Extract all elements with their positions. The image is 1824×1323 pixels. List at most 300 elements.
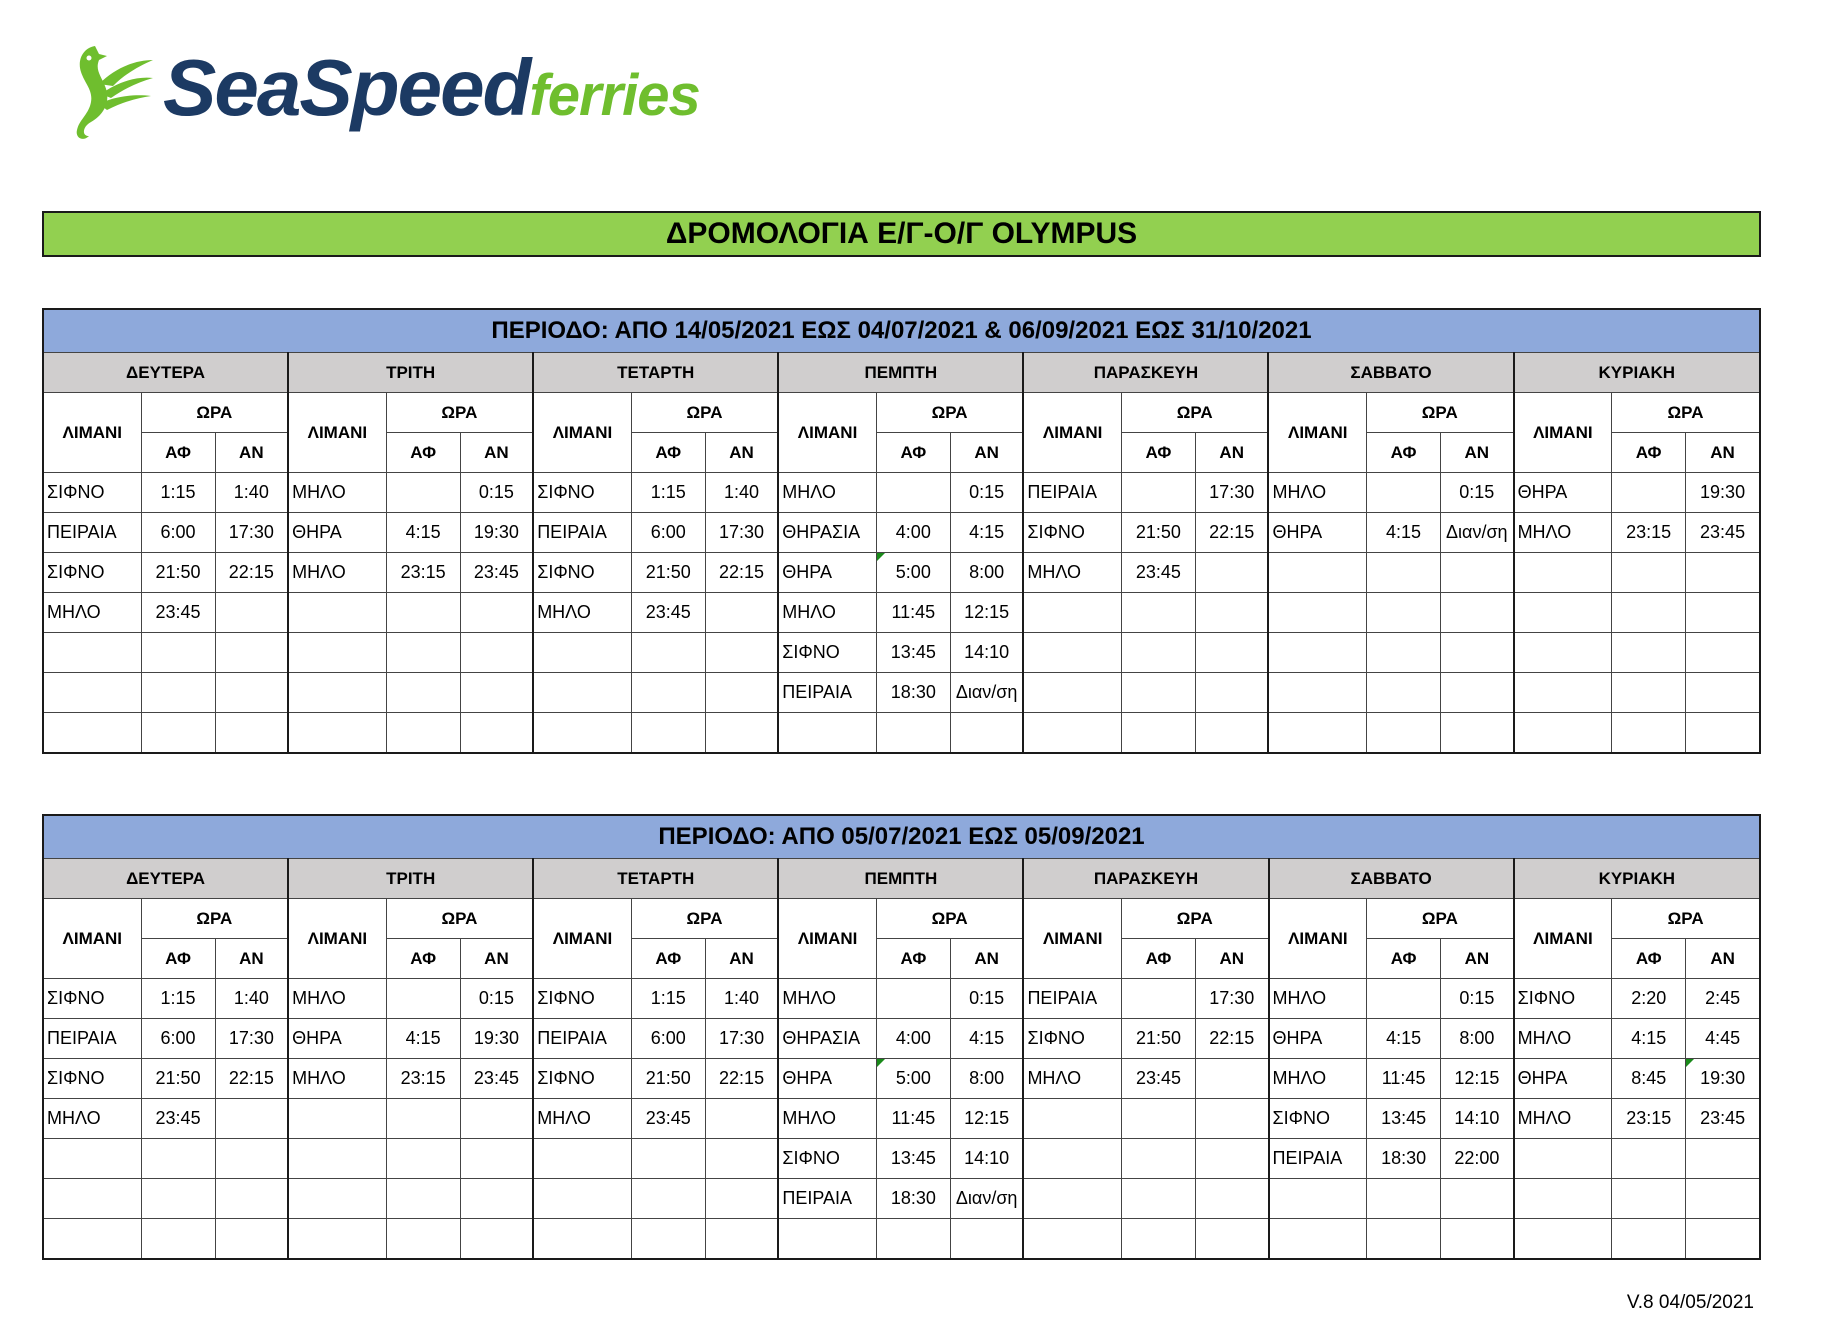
port-column-header: ΛΙΜΑΝΙ	[1023, 393, 1121, 473]
port-cell: ΜΗΛΟ	[778, 473, 876, 513]
departure-time-cell	[141, 633, 215, 673]
arrival-time-cell	[1441, 1179, 1514, 1219]
brand-name	[163, 42, 700, 134]
arrival-time-cell	[215, 1139, 288, 1179]
schedule-table-period-2	[42, 814, 1761, 1260]
arrival-time-cell	[1686, 633, 1760, 673]
arrival-time-cell	[1686, 713, 1760, 754]
arrival-time-cell: 23:45	[460, 553, 533, 593]
arrival-time-cell: 0:15	[1441, 473, 1514, 513]
port-cell: ΜΗΛΟ	[1269, 1059, 1367, 1099]
departure-time-cell	[141, 673, 215, 713]
arrival-time-cell: 0:15	[460, 473, 533, 513]
schedule-row	[43, 633, 1760, 673]
brand-name-ferries: ferries	[529, 63, 700, 128]
departure-time-cell: 18:30	[876, 673, 950, 713]
arrival-time-cell: 19:30	[460, 1019, 533, 1059]
departure-time-cell: 23:45	[1121, 553, 1195, 593]
port-column-header: ΛΙΜΑΝΙ	[1514, 899, 1612, 979]
brand-name-seaspeed: SeaSpeed	[163, 43, 530, 132]
departure-time-cell	[1612, 633, 1686, 673]
arrival-time-cell	[1686, 1179, 1760, 1219]
arrival-time-cell: 8:00	[950, 553, 1023, 593]
day-header: ΠΑΡΑΣΚΕΥΗ	[1023, 353, 1268, 393]
arrival-time-cell: 8:00	[950, 1059, 1023, 1099]
arrival-column-header: ΑΝ	[1195, 433, 1268, 473]
departure-time-cell: 4:15	[386, 513, 460, 553]
port-column-header: ΛΙΜΑΝΙ	[1269, 899, 1367, 979]
departure-time-cell: 1:15	[141, 979, 215, 1019]
arrival-time-cell	[1195, 593, 1268, 633]
departure-time-cell: 21:50	[141, 553, 215, 593]
arrival-time-cell	[705, 633, 778, 673]
port-cell	[288, 1139, 386, 1179]
departure-time-cell: 5:00	[876, 1059, 950, 1099]
port-cell: ΠΕΙΡΑΙΑ	[1269, 1139, 1367, 1179]
departure-column-header: ΑΦ	[1121, 433, 1195, 473]
port-column-header: ΛΙΜΑΝΙ	[288, 393, 386, 473]
departure-time-cell: 23:45	[141, 593, 215, 633]
arrival-time-cell: 1:40	[215, 473, 288, 513]
schedule-row	[43, 1219, 1760, 1260]
port-cell: ΜΗΛΟ	[288, 979, 386, 1019]
arrival-time-cell	[1441, 633, 1514, 673]
arrival-time-cell: Διαν/ση	[1441, 513, 1514, 553]
arrival-time-cell	[215, 713, 288, 754]
arrival-time-cell	[460, 1219, 533, 1260]
arrival-time-cell	[1195, 553, 1268, 593]
departure-time-cell: 4:00	[876, 1019, 950, 1059]
departure-time-cell: 2:20	[1612, 979, 1686, 1019]
port-cell	[533, 713, 631, 754]
schedule-row	[43, 673, 1760, 713]
port-cell: ΣΙΦΝΟ	[43, 1059, 141, 1099]
arrival-time-cell	[1686, 673, 1760, 713]
arrival-time-cell: 22:15	[1195, 513, 1268, 553]
departure-time-cell	[1612, 673, 1686, 713]
port-cell	[43, 1219, 141, 1260]
arrival-time-cell	[1686, 1219, 1760, 1260]
port-column-header: ΛΙΜΑΝΙ	[778, 899, 876, 979]
day-header: ΤΡΙΤΗ	[288, 353, 533, 393]
arrival-time-cell: 22:15	[215, 553, 288, 593]
arrival-column-header: ΑΝ	[460, 433, 533, 473]
port-cell: ΠΕΙΡΑΙΑ	[1023, 979, 1121, 1019]
arrival-time-cell: 2:45	[1686, 979, 1760, 1019]
departure-time-cell	[1121, 1099, 1195, 1139]
departure-column-header: ΑΦ	[141, 433, 215, 473]
arrival-time-cell: 14:10	[950, 633, 1023, 673]
port-cell: ΜΗΛΟ	[1023, 553, 1121, 593]
schedule-row	[43, 713, 1760, 754]
arrival-time-cell	[705, 1179, 778, 1219]
departure-time-cell: 6:00	[631, 1019, 705, 1059]
port-column-header: ΛΙΜΑΝΙ	[1023, 899, 1121, 979]
port-cell: ΣΙΦΝΟ	[43, 553, 141, 593]
departure-time-cell: 11:45	[876, 593, 950, 633]
departure-time-cell: 6:00	[141, 513, 215, 553]
arrival-time-cell: 4:45	[1686, 1019, 1760, 1059]
departure-time-cell	[1367, 1179, 1441, 1219]
port-cell	[1514, 1219, 1612, 1260]
arrival-column-header: ΑΝ	[215, 433, 288, 473]
arrival-time-cell	[1196, 1059, 1269, 1099]
departure-column-header: ΑΦ	[876, 939, 950, 979]
port-cell	[1023, 713, 1121, 754]
departure-time-cell	[386, 1139, 460, 1179]
day-header: ΣΑΒΒΑΤΟ	[1268, 353, 1513, 393]
departure-time-cell: 13:45	[876, 633, 950, 673]
time-column-header: ΩΡΑ	[1367, 393, 1514, 433]
departure-time-cell	[631, 1219, 705, 1260]
arrival-time-cell	[460, 1099, 533, 1139]
arrival-time-cell	[1441, 673, 1514, 713]
port-cell	[288, 1179, 386, 1219]
port-cell: ΜΗΛΟ	[533, 1099, 631, 1139]
arrival-column-header: ΑΝ	[950, 939, 1023, 979]
departure-time-cell: 23:15	[1612, 513, 1686, 553]
port-cell	[1268, 633, 1366, 673]
arrival-time-cell: 14:10	[950, 1139, 1023, 1179]
arrival-time-cell	[1196, 1099, 1269, 1139]
departure-time-cell	[1612, 713, 1686, 754]
departure-time-cell	[1612, 1219, 1686, 1260]
port-cell	[288, 673, 386, 713]
arrival-time-cell: 19:30	[1686, 1059, 1760, 1099]
port-cell: ΘΗΡΑ	[1269, 1019, 1367, 1059]
departure-column-header: ΑΦ	[386, 433, 460, 473]
arrival-time-cell: 17:30	[1196, 979, 1269, 1019]
arrival-column-header: ΑΝ	[950, 433, 1023, 473]
schedule-row	[43, 513, 1760, 553]
departure-time-cell: 21:50	[631, 553, 705, 593]
arrival-time-cell	[460, 673, 533, 713]
port-cell: ΣΙΦΝΟ	[43, 473, 141, 513]
arrival-time-cell	[705, 1139, 778, 1179]
departure-time-cell	[876, 1219, 950, 1260]
arrival-time-cell	[460, 1139, 533, 1179]
port-cell	[43, 1139, 141, 1179]
schedule-row	[43, 1179, 1760, 1219]
arrival-time-cell: 22:15	[705, 1059, 778, 1099]
departure-time-cell	[1367, 1219, 1441, 1260]
port-cell	[778, 1219, 876, 1260]
time-column-header: ΩΡΑ	[386, 899, 533, 939]
arrival-column-header: ΑΝ	[1686, 939, 1760, 979]
departure-column-header: ΑΦ	[1612, 939, 1686, 979]
departure-time-cell	[386, 713, 460, 754]
port-cell: ΜΗΛΟ	[43, 593, 141, 633]
departure-time-cell	[386, 1179, 460, 1219]
arrival-time-cell: 0:15	[950, 473, 1023, 513]
time-column-header: ΩΡΑ	[1121, 899, 1268, 939]
port-cell: ΜΗΛΟ	[1023, 1059, 1121, 1099]
arrival-time-cell: 17:30	[1195, 473, 1268, 513]
port-cell: ΘΗΡΑΣΙΑ	[778, 513, 876, 553]
port-cell	[1023, 1219, 1121, 1260]
departure-time-cell: 4:15	[1367, 1019, 1441, 1059]
departure-time-cell	[386, 979, 460, 1019]
departure-time-cell	[1121, 713, 1195, 754]
departure-time-cell: 1:15	[631, 979, 705, 1019]
departure-time-cell: 21:50	[631, 1059, 705, 1099]
time-column-header: ΩΡΑ	[386, 393, 533, 433]
arrival-time-cell	[215, 673, 288, 713]
departure-time-cell: 23:45	[631, 1099, 705, 1139]
arrival-time-cell: 23:45	[1686, 513, 1760, 553]
arrival-time-cell: Διαν/ση	[950, 1179, 1023, 1219]
arrival-column-header: ΑΝ	[460, 939, 533, 979]
departure-time-cell: 8:45	[1612, 1059, 1686, 1099]
period-header: ΠΕΡΙΟΔΟ: ΑΠΟ 05/07/2021 ΕΩΣ 05/09/2021	[43, 815, 1760, 859]
departure-time-cell: 1:15	[631, 473, 705, 513]
departure-time-cell	[631, 713, 705, 754]
arrival-time-cell	[705, 673, 778, 713]
arrival-time-cell	[1441, 593, 1514, 633]
time-column-header: ΩΡΑ	[1121, 393, 1268, 433]
departure-time-cell	[1367, 979, 1441, 1019]
arrival-time-cell: 12:15	[950, 593, 1023, 633]
port-column-header: ΛΙΜΑΝΙ	[288, 899, 386, 979]
departure-time-cell: 6:00	[141, 1019, 215, 1059]
port-cell: ΠΕΙΡΑΙΑ	[533, 513, 631, 553]
port-cell	[1268, 593, 1366, 633]
port-cell: ΜΗΛΟ	[1514, 1099, 1612, 1139]
port-cell: ΘΗΡΑ	[1514, 1059, 1612, 1099]
arrival-time-cell: 0:15	[950, 979, 1023, 1019]
schedule-row	[43, 553, 1760, 593]
day-header: ΤΡΙΤΗ	[288, 859, 533, 899]
arrival-time-cell: 17:30	[705, 1019, 778, 1059]
port-cell	[1514, 1179, 1612, 1219]
port-cell	[778, 713, 876, 754]
port-cell: ΣΙΦΝΟ	[533, 1059, 631, 1099]
departure-column-header: ΑΦ	[1367, 939, 1441, 979]
departure-time-cell: 13:45	[876, 1139, 950, 1179]
arrival-time-cell: 17:30	[215, 513, 288, 553]
port-cell	[43, 713, 141, 754]
arrival-time-cell	[1686, 1139, 1760, 1179]
time-column-header: ΩΡΑ	[876, 899, 1023, 939]
arrival-time-cell	[705, 593, 778, 633]
schedule-row	[43, 1019, 1760, 1059]
port-cell: ΠΕΙΡΑΙΑ	[43, 1019, 141, 1059]
port-column-header: ΛΙΜΑΝΙ	[533, 393, 631, 473]
departure-time-cell	[1121, 1139, 1195, 1179]
departure-time-cell	[1121, 1179, 1195, 1219]
departure-column-header: ΑΦ	[1121, 939, 1195, 979]
port-cell: ΜΗΛΟ	[43, 1099, 141, 1139]
departure-time-cell	[1612, 473, 1686, 513]
departure-time-cell	[1367, 553, 1441, 593]
port-cell	[1023, 593, 1121, 633]
arrival-time-cell	[1441, 553, 1514, 593]
departure-time-cell: 4:00	[876, 513, 950, 553]
port-cell: ΣΙΦΝΟ	[533, 979, 631, 1019]
arrival-time-cell: 22:00	[1441, 1139, 1514, 1179]
port-cell: ΜΗΛΟ	[533, 593, 631, 633]
departure-time-cell	[1121, 633, 1195, 673]
arrival-time-cell	[705, 713, 778, 754]
day-header: ΤΕΤΑΡΤΗ	[533, 353, 778, 393]
arrival-column-header: ΑΝ	[705, 939, 778, 979]
day-header: ΣΑΒΒΑΤΟ	[1269, 859, 1514, 899]
departure-time-cell	[141, 1139, 215, 1179]
port-cell: ΣΙΦΝΟ	[533, 553, 631, 593]
departure-time-cell: 21:50	[141, 1059, 215, 1099]
departure-time-cell	[1367, 593, 1441, 633]
arrival-time-cell: 4:15	[950, 1019, 1023, 1059]
departure-time-cell: 5:00	[876, 553, 950, 593]
time-column-header: ΩΡΑ	[141, 393, 288, 433]
port-cell	[1023, 673, 1121, 713]
port-cell	[288, 633, 386, 673]
departure-time-cell: 23:45	[1121, 1059, 1195, 1099]
port-column-header: ΛΙΜΑΝΙ	[533, 899, 631, 979]
arrival-time-cell	[1686, 593, 1760, 633]
departure-column-header: ΑΦ	[386, 939, 460, 979]
arrival-time-cell: 22:15	[215, 1059, 288, 1099]
departure-column-header: ΑΦ	[1612, 433, 1686, 473]
departure-time-cell	[1121, 1219, 1195, 1260]
port-cell	[1514, 553, 1612, 593]
arrival-time-cell	[705, 1099, 778, 1139]
port-cell: ΣΙΦΝΟ	[778, 1139, 876, 1179]
arrival-column-header: ΑΝ	[1441, 939, 1514, 979]
arrival-time-cell: Διαν/ση	[950, 673, 1023, 713]
port-cell: ΘΗΡΑ	[288, 1019, 386, 1059]
arrival-time-cell: 1:40	[705, 473, 778, 513]
arrival-time-cell: 0:15	[460, 979, 533, 1019]
arrival-time-cell: 19:30	[460, 513, 533, 553]
port-cell	[1023, 1179, 1121, 1219]
departure-time-cell	[876, 713, 950, 754]
departure-time-cell: 23:45	[631, 593, 705, 633]
departure-time-cell	[1121, 473, 1195, 513]
departure-time-cell: 23:15	[386, 1059, 460, 1099]
schedule-table-period-1	[42, 308, 1761, 754]
port-cell: ΣΙΦΝΟ	[533, 473, 631, 513]
arrival-time-cell	[950, 713, 1023, 754]
departure-time-cell: 1:15	[141, 473, 215, 513]
arrival-time-cell: 0:15	[1441, 979, 1514, 1019]
port-cell	[288, 593, 386, 633]
arrival-column-header: ΑΝ	[705, 433, 778, 473]
port-cell	[533, 1179, 631, 1219]
port-cell: ΜΗΛΟ	[778, 593, 876, 633]
port-column-header: ΛΙΜΑΝΙ	[1514, 393, 1612, 473]
arrival-time-cell: 4:15	[950, 513, 1023, 553]
departure-time-cell: 18:30	[876, 1179, 950, 1219]
port-cell	[533, 633, 631, 673]
departure-time-cell	[876, 473, 950, 513]
port-cell: ΜΗΛΟ	[1514, 513, 1612, 553]
port-cell: ΣΙΦΝΟ	[1023, 513, 1121, 553]
arrival-time-cell: 1:40	[215, 979, 288, 1019]
port-cell: ΜΗΛΟ	[778, 979, 876, 1019]
port-cell	[43, 633, 141, 673]
port-cell: ΜΗΛΟ	[288, 553, 386, 593]
arrival-time-cell: 17:30	[705, 513, 778, 553]
arrival-time-cell	[460, 1179, 533, 1219]
version-label: V.8 04/05/2021	[1626, 1292, 1754, 1313]
arrival-time-cell	[1195, 633, 1268, 673]
departure-time-cell: 21:50	[1121, 513, 1195, 553]
arrival-time-cell: 14:10	[1441, 1099, 1514, 1139]
schedule-row	[43, 1059, 1760, 1099]
port-cell	[533, 673, 631, 713]
arrival-time-cell	[705, 1219, 778, 1260]
port-column-header: ΛΙΜΑΝΙ	[1268, 393, 1366, 473]
arrival-time-cell: 22:15	[1196, 1019, 1269, 1059]
time-column-header: ΩΡΑ	[631, 899, 778, 939]
day-header: ΠΕΜΠΤΗ	[778, 353, 1023, 393]
day-header: ΤΕΤΑΡΤΗ	[533, 859, 778, 899]
port-cell	[1023, 633, 1121, 673]
departure-time-cell	[1612, 1139, 1686, 1179]
time-column-header: ΩΡΑ	[1612, 899, 1760, 939]
departure-time-cell	[1612, 593, 1686, 633]
departure-time-cell	[141, 713, 215, 754]
port-cell: ΘΗΡΑΣΙΑ	[778, 1019, 876, 1059]
departure-time-cell	[386, 1099, 460, 1139]
arrival-time-cell	[215, 593, 288, 633]
schedule-row	[43, 1139, 1760, 1179]
port-cell	[533, 1139, 631, 1179]
arrival-time-cell: 12:15	[950, 1099, 1023, 1139]
port-cell: ΘΗΡΑ	[778, 1059, 876, 1099]
port-cell: ΣΙΦΝΟ	[43, 979, 141, 1019]
port-cell	[1268, 553, 1366, 593]
departure-time-cell	[1121, 979, 1195, 1019]
departure-time-cell: 11:45	[1367, 1059, 1441, 1099]
arrival-time-cell	[1686, 553, 1760, 593]
departure-time-cell	[1612, 1179, 1686, 1219]
departure-time-cell	[1612, 553, 1686, 593]
departure-time-cell: 6:00	[631, 513, 705, 553]
port-cell: ΜΗΛΟ	[1269, 979, 1367, 1019]
departure-column-header: ΑΦ	[1367, 433, 1441, 473]
departure-time-cell: 18:30	[1367, 1139, 1441, 1179]
arrival-time-cell	[1196, 1139, 1269, 1179]
period-header: ΠΕΡΙΟΔΟ: ΑΠΟ 14/05/2021 ΕΩΣ 04/07/2021 & 06/09/2021 ΕΩΣ 31/10/2021	[43, 309, 1760, 353]
day-header: ΚΥΡΙΑΚΗ	[1514, 859, 1760, 899]
departure-column-header: ΑΦ	[631, 939, 705, 979]
port-cell	[288, 1099, 386, 1139]
port-cell	[1268, 713, 1366, 754]
departure-time-cell	[1367, 673, 1441, 713]
day-header: ΠΕΜΠΤΗ	[778, 859, 1023, 899]
port-column-header: ΛΙΜΑΝΙ	[43, 393, 141, 473]
schedule-row	[43, 593, 1760, 633]
port-cell: ΜΗΛΟ	[1514, 1019, 1612, 1059]
seaspeed-logo	[55, 38, 700, 148]
arrival-time-cell	[460, 593, 533, 633]
day-header: ΚΥΡΙΑΚΗ	[1514, 353, 1760, 393]
arrival-time-cell: 1:40	[705, 979, 778, 1019]
port-cell: ΣΙΦΝΟ	[1514, 979, 1612, 1019]
port-cell	[1023, 1139, 1121, 1179]
time-column-header: ΩΡΑ	[141, 899, 288, 939]
arrival-time-cell: 19:30	[1686, 473, 1760, 513]
time-column-header: ΩΡΑ	[1367, 899, 1514, 939]
departure-time-cell	[141, 1219, 215, 1260]
departure-time-cell: 4:15	[1612, 1019, 1686, 1059]
arrival-time-cell	[1441, 1219, 1514, 1260]
departure-time-cell	[141, 1179, 215, 1219]
port-cell	[1514, 713, 1612, 754]
departure-time-cell	[386, 633, 460, 673]
